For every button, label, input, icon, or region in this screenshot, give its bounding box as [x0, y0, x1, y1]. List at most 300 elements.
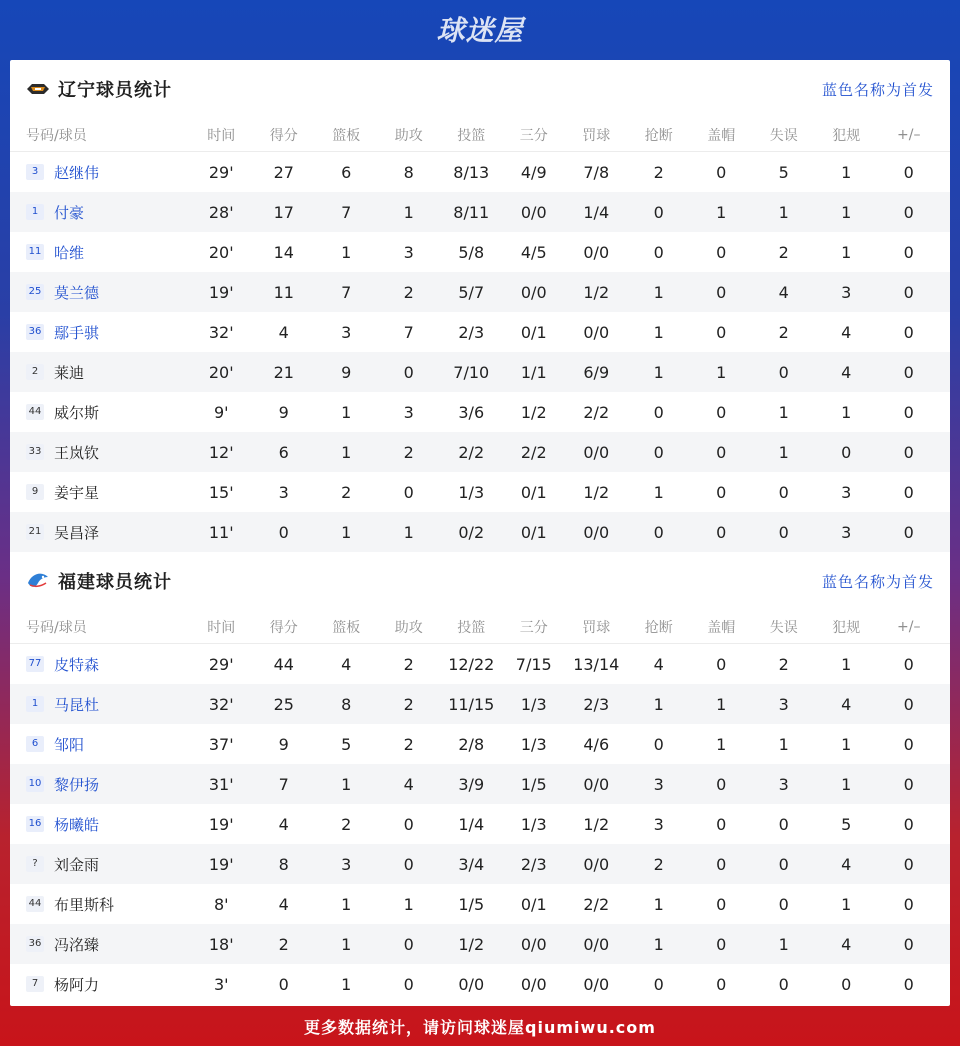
jersey-number-badge: 1 — [26, 696, 44, 712]
stat-points: 9 — [278, 402, 289, 422]
stat-plusminus: 0 — [903, 774, 914, 794]
stat-3pt: 2/3 — [520, 854, 547, 874]
table-row — [10, 512, 950, 552]
stat-fg: 1/5 — [458, 894, 485, 914]
stat-blocks: 1 — [716, 362, 727, 382]
player-cell — [10, 974, 190, 995]
col-header-assists: 助攻 — [394, 127, 423, 144]
player-name[interactable]: 赵继伟 — [54, 163, 100, 182]
stat-rebounds: 3 — [341, 854, 352, 874]
stat-ft: 0/0 — [583, 242, 610, 262]
stat-fg: 1/2 — [458, 934, 485, 954]
stat-rebounds: 8 — [341, 694, 352, 714]
stat-turnovers: 0 — [778, 362, 789, 382]
starter-note: 蓝色名称为首发 — [821, 572, 934, 591]
stat-steals: 3 — [653, 814, 664, 834]
col-header-steals: 抢断 — [644, 619, 673, 636]
stat-plusminus: 0 — [903, 322, 914, 342]
stat-fg: 0/0 — [458, 974, 485, 994]
stat-time: 37' — [208, 734, 234, 754]
stat-time: 15' — [208, 482, 234, 502]
stat-points: 7 — [278, 774, 289, 794]
stat-blocks: 0 — [716, 402, 727, 422]
player-cell — [10, 654, 190, 675]
stat-fouls: 4 — [841, 854, 852, 874]
jersey-number-badge: 44 — [26, 896, 44, 912]
stat-ft: 1/4 — [583, 202, 610, 222]
stat-points: 25 — [273, 694, 294, 714]
player-name[interactable]: 威尔斯 — [54, 403, 100, 422]
stat-fouls: 3 — [841, 522, 852, 542]
stat-time: 32' — [208, 322, 234, 342]
jersey-number-badge: 9 — [26, 484, 44, 500]
stats-card — [10, 60, 950, 1006]
team-title-group — [26, 568, 172, 594]
jersey-number-badge: 36 — [26, 324, 44, 340]
player-name[interactable]: 马昆杜 — [54, 695, 100, 714]
stat-steals: 4 — [653, 654, 664, 674]
stat-assists: 2 — [403, 654, 414, 674]
stat-fouls: 3 — [841, 482, 852, 502]
stat-3pt: 0/0 — [520, 974, 547, 994]
stat-assists: 2 — [403, 282, 414, 302]
col-header-blocks: 盖帽 — [707, 127, 736, 144]
stat-points: 0 — [278, 522, 289, 542]
stat-points: 14 — [273, 242, 294, 262]
stat-turnovers: 0 — [778, 974, 789, 994]
stat-rebounds: 5 — [341, 734, 352, 754]
stat-time: 29' — [208, 654, 234, 674]
player-name[interactable]: 皮特森 — [54, 655, 100, 674]
stat-plusminus: 0 — [903, 162, 914, 182]
player-name[interactable]: 黎伊扬 — [54, 775, 100, 794]
stat-blocks: 0 — [716, 162, 727, 182]
team-logo-icon — [26, 81, 50, 97]
stat-assists: 0 — [403, 814, 414, 834]
stat-blocks: 0 — [716, 242, 727, 262]
stat-fg: 5/7 — [458, 282, 485, 302]
table-row — [10, 432, 950, 472]
player-cell — [10, 522, 190, 543]
col-header-blocks: 盖帽 — [707, 619, 736, 636]
table-row — [10, 192, 950, 232]
stat-fg: 2/3 — [458, 322, 485, 342]
team-section-fujian — [10, 552, 950, 1004]
stat-plusminus: 0 — [903, 894, 914, 914]
jersey-number-badge: 7 — [26, 976, 44, 992]
stat-points: 4 — [278, 814, 289, 834]
starter-note: 蓝色名称为首发 — [821, 80, 934, 99]
stat-steals: 1 — [653, 934, 664, 954]
stat-turnovers: 0 — [778, 854, 789, 874]
col-header-time: 时间 — [207, 619, 236, 636]
stat-plusminus: 0 — [903, 974, 914, 994]
stat-ft: 1/2 — [583, 482, 610, 502]
stat-time: 3' — [213, 974, 229, 994]
stat-rebounds: 3 — [341, 322, 352, 342]
stat-assists: 2 — [403, 734, 414, 754]
stat-time: 12' — [208, 442, 234, 462]
stat-turnovers: 0 — [778, 522, 789, 542]
stat-points: 3 — [278, 482, 289, 502]
stat-fg: 3/4 — [458, 854, 485, 874]
stat-fouls: 0 — [841, 442, 852, 462]
stat-steals: 0 — [653, 734, 664, 754]
stat-fouls: 1 — [841, 202, 852, 222]
stat-fouls: 1 — [841, 162, 852, 182]
stat-3pt: 1/3 — [520, 694, 547, 714]
jersey-number-badge: 1 — [26, 204, 44, 220]
stat-points: 11 — [273, 282, 294, 302]
stat-blocks: 0 — [716, 854, 727, 874]
stat-fouls: 4 — [841, 322, 852, 342]
stat-points: 17 — [273, 202, 294, 222]
stat-fg: 8/11 — [453, 202, 490, 222]
stat-rebounds: 7 — [341, 282, 352, 302]
player-name[interactable]: 冯洺臻 — [54, 935, 100, 954]
stat-ft: 2/2 — [583, 894, 610, 914]
col-header-3pt: 三分 — [519, 127, 548, 144]
stat-turnovers: 1 — [778, 442, 789, 462]
stat-time: 20' — [208, 242, 234, 262]
stat-points: 9 — [278, 734, 289, 754]
player-name[interactable]: 邹阳 — [54, 735, 85, 754]
stat-fg: 3/6 — [458, 402, 485, 422]
stat-fouls: 4 — [841, 934, 852, 954]
stat-rebounds: 1 — [341, 934, 352, 954]
jersey-number-badge: 11 — [26, 244, 44, 260]
stat-blocks: 0 — [716, 442, 727, 462]
stat-fouls: 0 — [841, 974, 852, 994]
stat-turnovers: 2 — [778, 322, 789, 342]
stat-rebounds: 9 — [341, 362, 352, 382]
stat-assists: 0 — [403, 974, 414, 994]
col-header-assists: 助攻 — [394, 619, 423, 636]
table-row — [10, 804, 950, 844]
stat-ft: 1/2 — [583, 282, 610, 302]
jersey-number-badge: 36 — [26, 936, 44, 952]
stat-3pt: 0/1 — [520, 482, 547, 502]
stat-ft: 0/0 — [583, 974, 610, 994]
stat-assists: 0 — [403, 482, 414, 502]
stat-ft: 0/0 — [583, 322, 610, 342]
stat-ft: 2/3 — [583, 694, 610, 714]
stat-turnovers: 1 — [778, 402, 789, 422]
stat-3pt: 1/3 — [520, 734, 547, 754]
stat-steals: 2 — [653, 162, 664, 182]
stat-steals: 0 — [653, 202, 664, 222]
stat-plusminus: 0 — [903, 202, 914, 222]
stat-plusminus: 0 — [903, 282, 914, 302]
player-cell — [10, 242, 190, 263]
player-name[interactable]: 莫兰德 — [54, 283, 100, 302]
stat-assists: 7 — [403, 322, 414, 342]
stat-rebounds: 1 — [341, 442, 352, 462]
table-row — [10, 924, 950, 964]
stat-plusminus: 0 — [903, 522, 914, 542]
stat-points: 4 — [278, 894, 289, 914]
stat-fouls: 3 — [841, 282, 852, 302]
player-name[interactable]: 布里斯科 — [54, 895, 115, 914]
stat-assists: 3 — [403, 242, 414, 262]
stat-rebounds: 1 — [341, 894, 352, 914]
stat-assists: 1 — [403, 202, 414, 222]
player-rows — [10, 152, 950, 552]
stat-assists: 1 — [403, 894, 414, 914]
stat-plusminus: 0 — [903, 694, 914, 714]
stat-time: 19' — [208, 814, 234, 834]
stat-rebounds: 6 — [341, 162, 352, 182]
stat-fouls: 1 — [841, 894, 852, 914]
stat-assists: 2 — [403, 442, 414, 462]
col-header-rebounds: 篮板 — [332, 619, 361, 636]
col-header-fg: 投篮 — [457, 127, 486, 144]
stat-ft: 6/9 — [583, 362, 610, 382]
stat-turnovers: 1 — [778, 934, 789, 954]
jersey-number-badge: 2 — [26, 364, 44, 380]
col-header-player: 号码/球员 — [26, 619, 87, 636]
stat-rebounds: 2 — [341, 814, 352, 834]
stat-fouls: 5 — [841, 814, 852, 834]
team-title: 福建球员统计 — [58, 572, 172, 593]
col-header-points: 得分 — [269, 619, 298, 636]
stat-ft: 0/0 — [583, 522, 610, 542]
stat-3pt: 1/5 — [520, 774, 547, 794]
stat-ft: 7/8 — [583, 162, 610, 182]
stat-ft: 0/0 — [583, 854, 610, 874]
stat-fg: 1/3 — [458, 482, 485, 502]
stat-assists: 0 — [403, 362, 414, 382]
stat-3pt: 0/0 — [520, 282, 547, 302]
stat-steals: 0 — [653, 522, 664, 542]
stat-time: 8' — [213, 894, 229, 914]
stat-ft: 1/2 — [583, 814, 610, 834]
stat-time: 18' — [208, 934, 234, 954]
stat-fg: 7/10 — [453, 362, 490, 382]
footer-text: 更多数据统计，请访问球迷屋qiumiwu.com — [304, 1017, 656, 1037]
col-header-fouls: 犯规 — [832, 619, 861, 636]
stat-rebounds: 1 — [341, 974, 352, 994]
col-header-ft: 罚球 — [582, 127, 611, 144]
stat-fg: 0/2 — [458, 522, 485, 542]
stat-turnovers: 3 — [778, 774, 789, 794]
jersey-number-badge: 44 — [26, 404, 44, 420]
stat-fouls: 1 — [841, 734, 852, 754]
stat-fg: 5/8 — [458, 242, 485, 262]
stat-blocks: 1 — [716, 202, 727, 222]
stat-assists: 2 — [403, 694, 414, 714]
stat-plusminus: 0 — [903, 854, 914, 874]
player-cell — [10, 482, 190, 503]
player-cell — [10, 322, 190, 343]
stat-blocks: 0 — [716, 894, 727, 914]
stat-time: 32' — [208, 694, 234, 714]
stat-turnovers: 0 — [778, 894, 789, 914]
stat-fouls: 1 — [841, 242, 852, 262]
table-row — [10, 392, 950, 432]
stat-plusminus: 0 — [903, 482, 914, 502]
stat-fg: 1/4 — [458, 814, 485, 834]
stat-steals: 3 — [653, 774, 664, 794]
stat-points: 8 — [278, 854, 289, 874]
stat-blocks: 1 — [716, 694, 727, 714]
stat-blocks: 0 — [716, 934, 727, 954]
stat-rebounds: 2 — [341, 482, 352, 502]
stat-3pt: 1/2 — [520, 402, 547, 422]
col-header-turnovers: 失误 — [769, 619, 798, 636]
stat-turnovers: 2 — [778, 654, 789, 674]
stat-time: 19' — [208, 854, 234, 874]
stat-plusminus: 0 — [903, 242, 914, 262]
stat-3pt: 7/15 — [515, 654, 552, 674]
player-cell — [10, 814, 190, 835]
stat-fouls: 1 — [841, 654, 852, 674]
jersey-number-badge: 77 — [26, 656, 44, 672]
table-row — [10, 312, 950, 352]
stat-3pt: 0/1 — [520, 522, 547, 542]
stat-3pt: 0/1 — [520, 894, 547, 914]
team-title-group — [26, 76, 172, 102]
jersey-number-badge: 21 — [26, 524, 44, 540]
table-header — [10, 118, 950, 152]
player-cell — [10, 362, 190, 383]
player-cell — [10, 402, 190, 423]
stat-fg: 2/8 — [458, 734, 485, 754]
stat-steals: 0 — [653, 242, 664, 262]
stat-ft: 2/2 — [583, 402, 610, 422]
player-cell — [10, 202, 190, 223]
stat-time: 11' — [208, 522, 234, 542]
table-row — [10, 152, 950, 192]
stat-steals: 1 — [653, 482, 664, 502]
team-header — [10, 552, 950, 610]
stat-blocks: 0 — [716, 814, 727, 834]
jersey-number-badge: 33 — [26, 444, 44, 460]
stat-turnovers: 3 — [778, 694, 789, 714]
stat-plusminus: 0 — [903, 814, 914, 834]
stat-points: 6 — [278, 442, 289, 462]
stat-blocks: 0 — [716, 522, 727, 542]
stat-3pt: 1/3 — [520, 814, 547, 834]
stat-ft: 0/0 — [583, 442, 610, 462]
stat-plusminus: 0 — [903, 934, 914, 954]
col-header-player: 号码/球员 — [26, 127, 87, 144]
player-name[interactable]: 付豪 — [54, 203, 85, 222]
stat-points: 21 — [273, 362, 294, 382]
team-title: 辽宁球员统计 — [58, 80, 172, 101]
stat-blocks: 0 — [716, 482, 727, 502]
col-header-points: 得分 — [269, 127, 298, 144]
stat-rebounds: 1 — [341, 402, 352, 422]
stat-ft: 0/0 — [583, 774, 610, 794]
stat-time: 20' — [208, 362, 234, 382]
table-row — [10, 764, 950, 804]
stat-3pt: 0/0 — [520, 202, 547, 222]
stat-ft: 0/0 — [583, 934, 610, 954]
player-name[interactable]: 莱迪 — [54, 363, 85, 382]
player-name[interactable]: 鄢手骐 — [54, 323, 100, 342]
stat-3pt: 4/9 — [520, 162, 547, 182]
stat-assists: 8 — [403, 162, 414, 182]
table-row — [10, 644, 950, 684]
stat-3pt: 2/2 — [520, 442, 547, 462]
team-logo-icon — [26, 573, 50, 589]
stat-3pt: 4/5 — [520, 242, 547, 262]
col-header-ft: 罚球 — [582, 619, 611, 636]
player-name[interactable]: 杨阿力 — [54, 975, 100, 994]
table-row — [10, 684, 950, 724]
col-header-plusminus: +/– — [897, 126, 921, 143]
stat-fg: 2/2 — [458, 442, 485, 462]
stat-blocks: 0 — [716, 974, 727, 994]
stat-steals: 0 — [653, 442, 664, 462]
col-header-3pt: 三分 — [519, 619, 548, 636]
stat-points: 27 — [273, 162, 294, 182]
stat-steals: 1 — [653, 322, 664, 342]
stat-3pt: 1/1 — [520, 362, 547, 382]
stat-time: 9' — [213, 402, 229, 422]
col-header-steals: 抢断 — [644, 127, 673, 144]
jersey-number-badge: ? — [26, 856, 44, 872]
col-header-time: 时间 — [207, 127, 236, 144]
player-name[interactable]: 杨曦皓 — [54, 815, 100, 834]
player-cell — [10, 442, 190, 463]
table-row — [10, 272, 950, 312]
stat-steals: 0 — [653, 974, 664, 994]
table-row — [10, 884, 950, 924]
col-header-fg: 投篮 — [457, 619, 486, 636]
table-row — [10, 352, 950, 392]
player-name[interactable]: 哈维 — [54, 243, 85, 262]
stat-rebounds: 1 — [341, 522, 352, 542]
stat-plusminus: 0 — [903, 402, 914, 422]
stat-3pt: 0/1 — [520, 322, 547, 342]
stat-time: 28' — [208, 202, 234, 222]
col-header-plusminus: +/– — [897, 618, 921, 635]
team-section-liaoning — [10, 60, 950, 552]
player-cell — [10, 854, 190, 875]
table-row — [10, 472, 950, 512]
stat-blocks: 0 — [716, 654, 727, 674]
stat-points: 0 — [278, 974, 289, 994]
col-header-turnovers: 失误 — [769, 127, 798, 144]
stat-steals: 1 — [653, 894, 664, 914]
jersey-number-badge: 16 — [26, 816, 44, 832]
col-header-fouls: 犯规 — [832, 127, 861, 144]
player-cell — [10, 282, 190, 303]
player-name[interactable]: 姜宇星 — [54, 483, 100, 502]
stat-blocks: 0 — [716, 282, 727, 302]
stat-time: 19' — [208, 282, 234, 302]
stat-plusminus: 0 — [903, 442, 914, 462]
jersey-number-badge: 10 — [26, 776, 44, 792]
player-name[interactable]: 吴昌泽 — [54, 523, 100, 542]
jersey-number-badge: 25 — [26, 284, 44, 300]
stat-plusminus: 0 — [903, 362, 914, 382]
col-header-rebounds: 篮板 — [332, 127, 361, 144]
stat-fouls: 1 — [841, 402, 852, 422]
player-cell — [10, 734, 190, 755]
player-cell — [10, 894, 190, 915]
player-name[interactable]: 王岚钦 — [54, 443, 100, 462]
table-row — [10, 724, 950, 764]
stat-fg: 8/13 — [453, 162, 490, 182]
table-header — [10, 610, 950, 644]
stat-plusminus: 0 — [903, 734, 914, 754]
player-name[interactable]: 刘金雨 — [54, 855, 100, 874]
stat-ft: 4/6 — [583, 734, 610, 754]
stat-3pt: 0/0 — [520, 934, 547, 954]
